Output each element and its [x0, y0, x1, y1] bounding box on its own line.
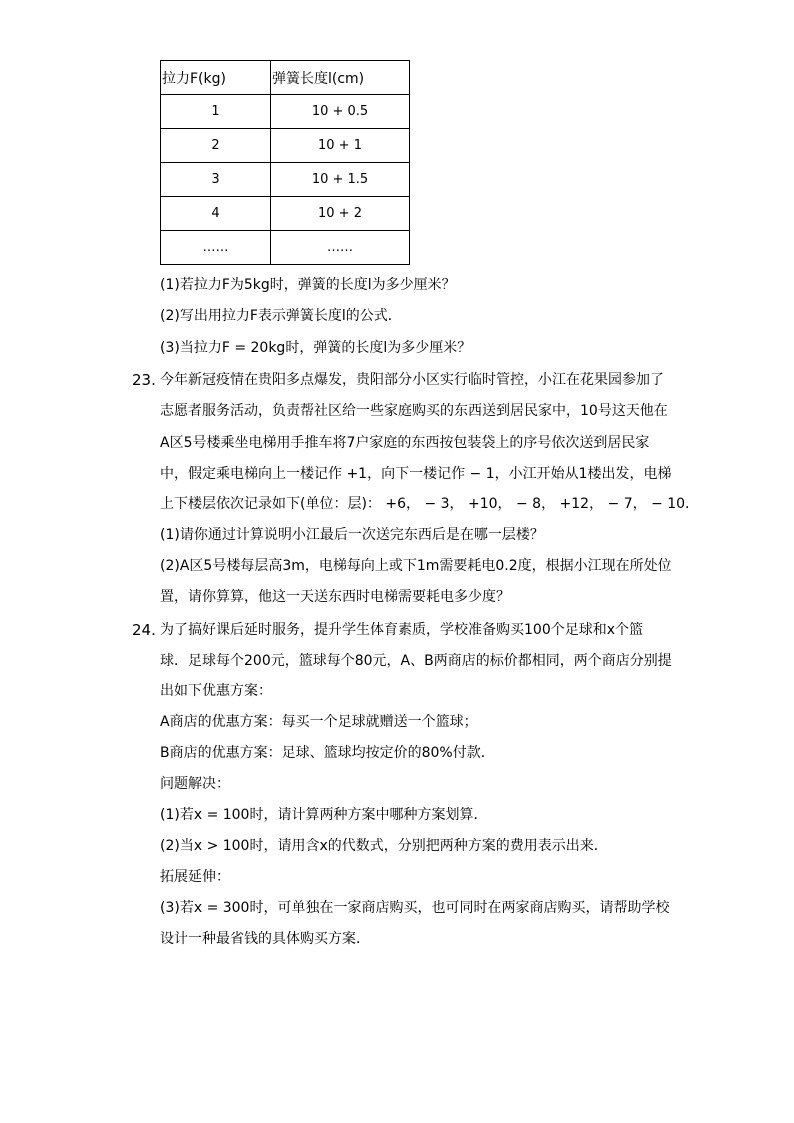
- table-cell: ……: [271, 231, 410, 265]
- table-cell: 10 + 1: [271, 129, 410, 163]
- table-row: [161, 95, 410, 129]
- table-row: [161, 129, 410, 163]
- table-cell: 10 + 1.5: [271, 163, 410, 197]
- q23-line: A区5号楼乘坐电梯用手推车将7户家庭的东西按包装袋上的序号依次送到居民家: [160, 435, 650, 451]
- table-header-length: 弹簧长度l(cm): [271, 61, 410, 95]
- q24-line: 设计一种最省钱的具体购买方案．: [160, 931, 370, 947]
- force-length-table: [160, 60, 410, 265]
- table-cell: 10 + 2: [271, 197, 410, 231]
- q24-line: 拓展延伸：: [160, 869, 230, 885]
- q24-line: (1)若x = 100时，请计算两种方案中哪种方案划算．: [160, 807, 488, 823]
- table-cell: 1: [161, 95, 271, 129]
- table-cell: 10 + 0.5: [271, 95, 410, 129]
- q22-part3: (3)当拉力F = 20kg时，弹簧的长度l为多少厘米？: [160, 340, 472, 356]
- q24-line: B商店的优惠方案：足球、篮球均按定价的80%付款．: [160, 745, 495, 761]
- table-header-force: 拉力F(kg): [161, 61, 271, 95]
- table-cell: ……: [161, 231, 271, 265]
- q24-line: A商店的优惠方案：每买一个足球就赠送一个篮球；: [160, 714, 478, 730]
- table-cell: 3: [161, 163, 271, 197]
- q24-line: 问题解决：: [160, 776, 230, 792]
- q23-number: 23.: [132, 371, 156, 389]
- q22-part1: (1)若拉力F为5kg时，弹簧的长度l为多少厘米？: [160, 277, 456, 293]
- q24-line: (3)若x = 300时，可单独在一家商店购买，也可同时在两家商店购买，请帮助学校: [160, 900, 670, 916]
- q24-line: 为了搞好课后延时服务，提升学生体育素质，学校准备购买100个足球和x个篮: [160, 622, 644, 638]
- q23-line: (2)A区5号楼每层高3m，电梯每向上或下1m需要耗电0.2度，根据小江现在所处位: [160, 558, 672, 574]
- q24-line: (2)当x > 100时，请用含x的代数式，分别把两种方案的费用表示出来．: [160, 838, 608, 854]
- table-row: [161, 231, 410, 265]
- q24-line: 球．足球每个200元，篮球每个80元，A、B两商店的标价都相同，两个商店分别提: [160, 653, 672, 669]
- q23-line: 中，假定乘电梯向上一楼记作 +1，向下一楼记作 − 1，小江开始从1楼出发，电梯: [160, 466, 672, 482]
- q23-line: 置，请你算算，他这一天送东西时电梯需要耗电多少度？: [160, 589, 510, 605]
- q24-number: 24.: [132, 621, 156, 639]
- q23-line: 上下楼层依次记录如下(单位：层)： +6， − 3， +10， − 8， +12， − 7， − 10．: [160, 496, 700, 512]
- q24-line: 出如下优惠方案：: [160, 683, 272, 699]
- table-cell: 4: [161, 197, 271, 231]
- table-cell: 2: [161, 129, 271, 163]
- q22-part2: (2)写出用拉力F表示弹簧长度l的公式．: [160, 308, 402, 324]
- table-row: [161, 197, 410, 231]
- table-row: [161, 163, 410, 197]
- q23-line: 志愿者服务活动，负责帮社区给一些家庭购买的东西送到居民家中，10号这天他在: [160, 403, 668, 419]
- table-header-row: [161, 61, 410, 95]
- q23-line: (1)请你通过计算说明小江最后一次送完东西后是在哪一层楼？: [160, 527, 544, 543]
- q23-line: 今年新冠疫情在贵阳多点爆发，贵阳部分小区实行临时管控，小江在花果园参加了: [160, 372, 664, 388]
